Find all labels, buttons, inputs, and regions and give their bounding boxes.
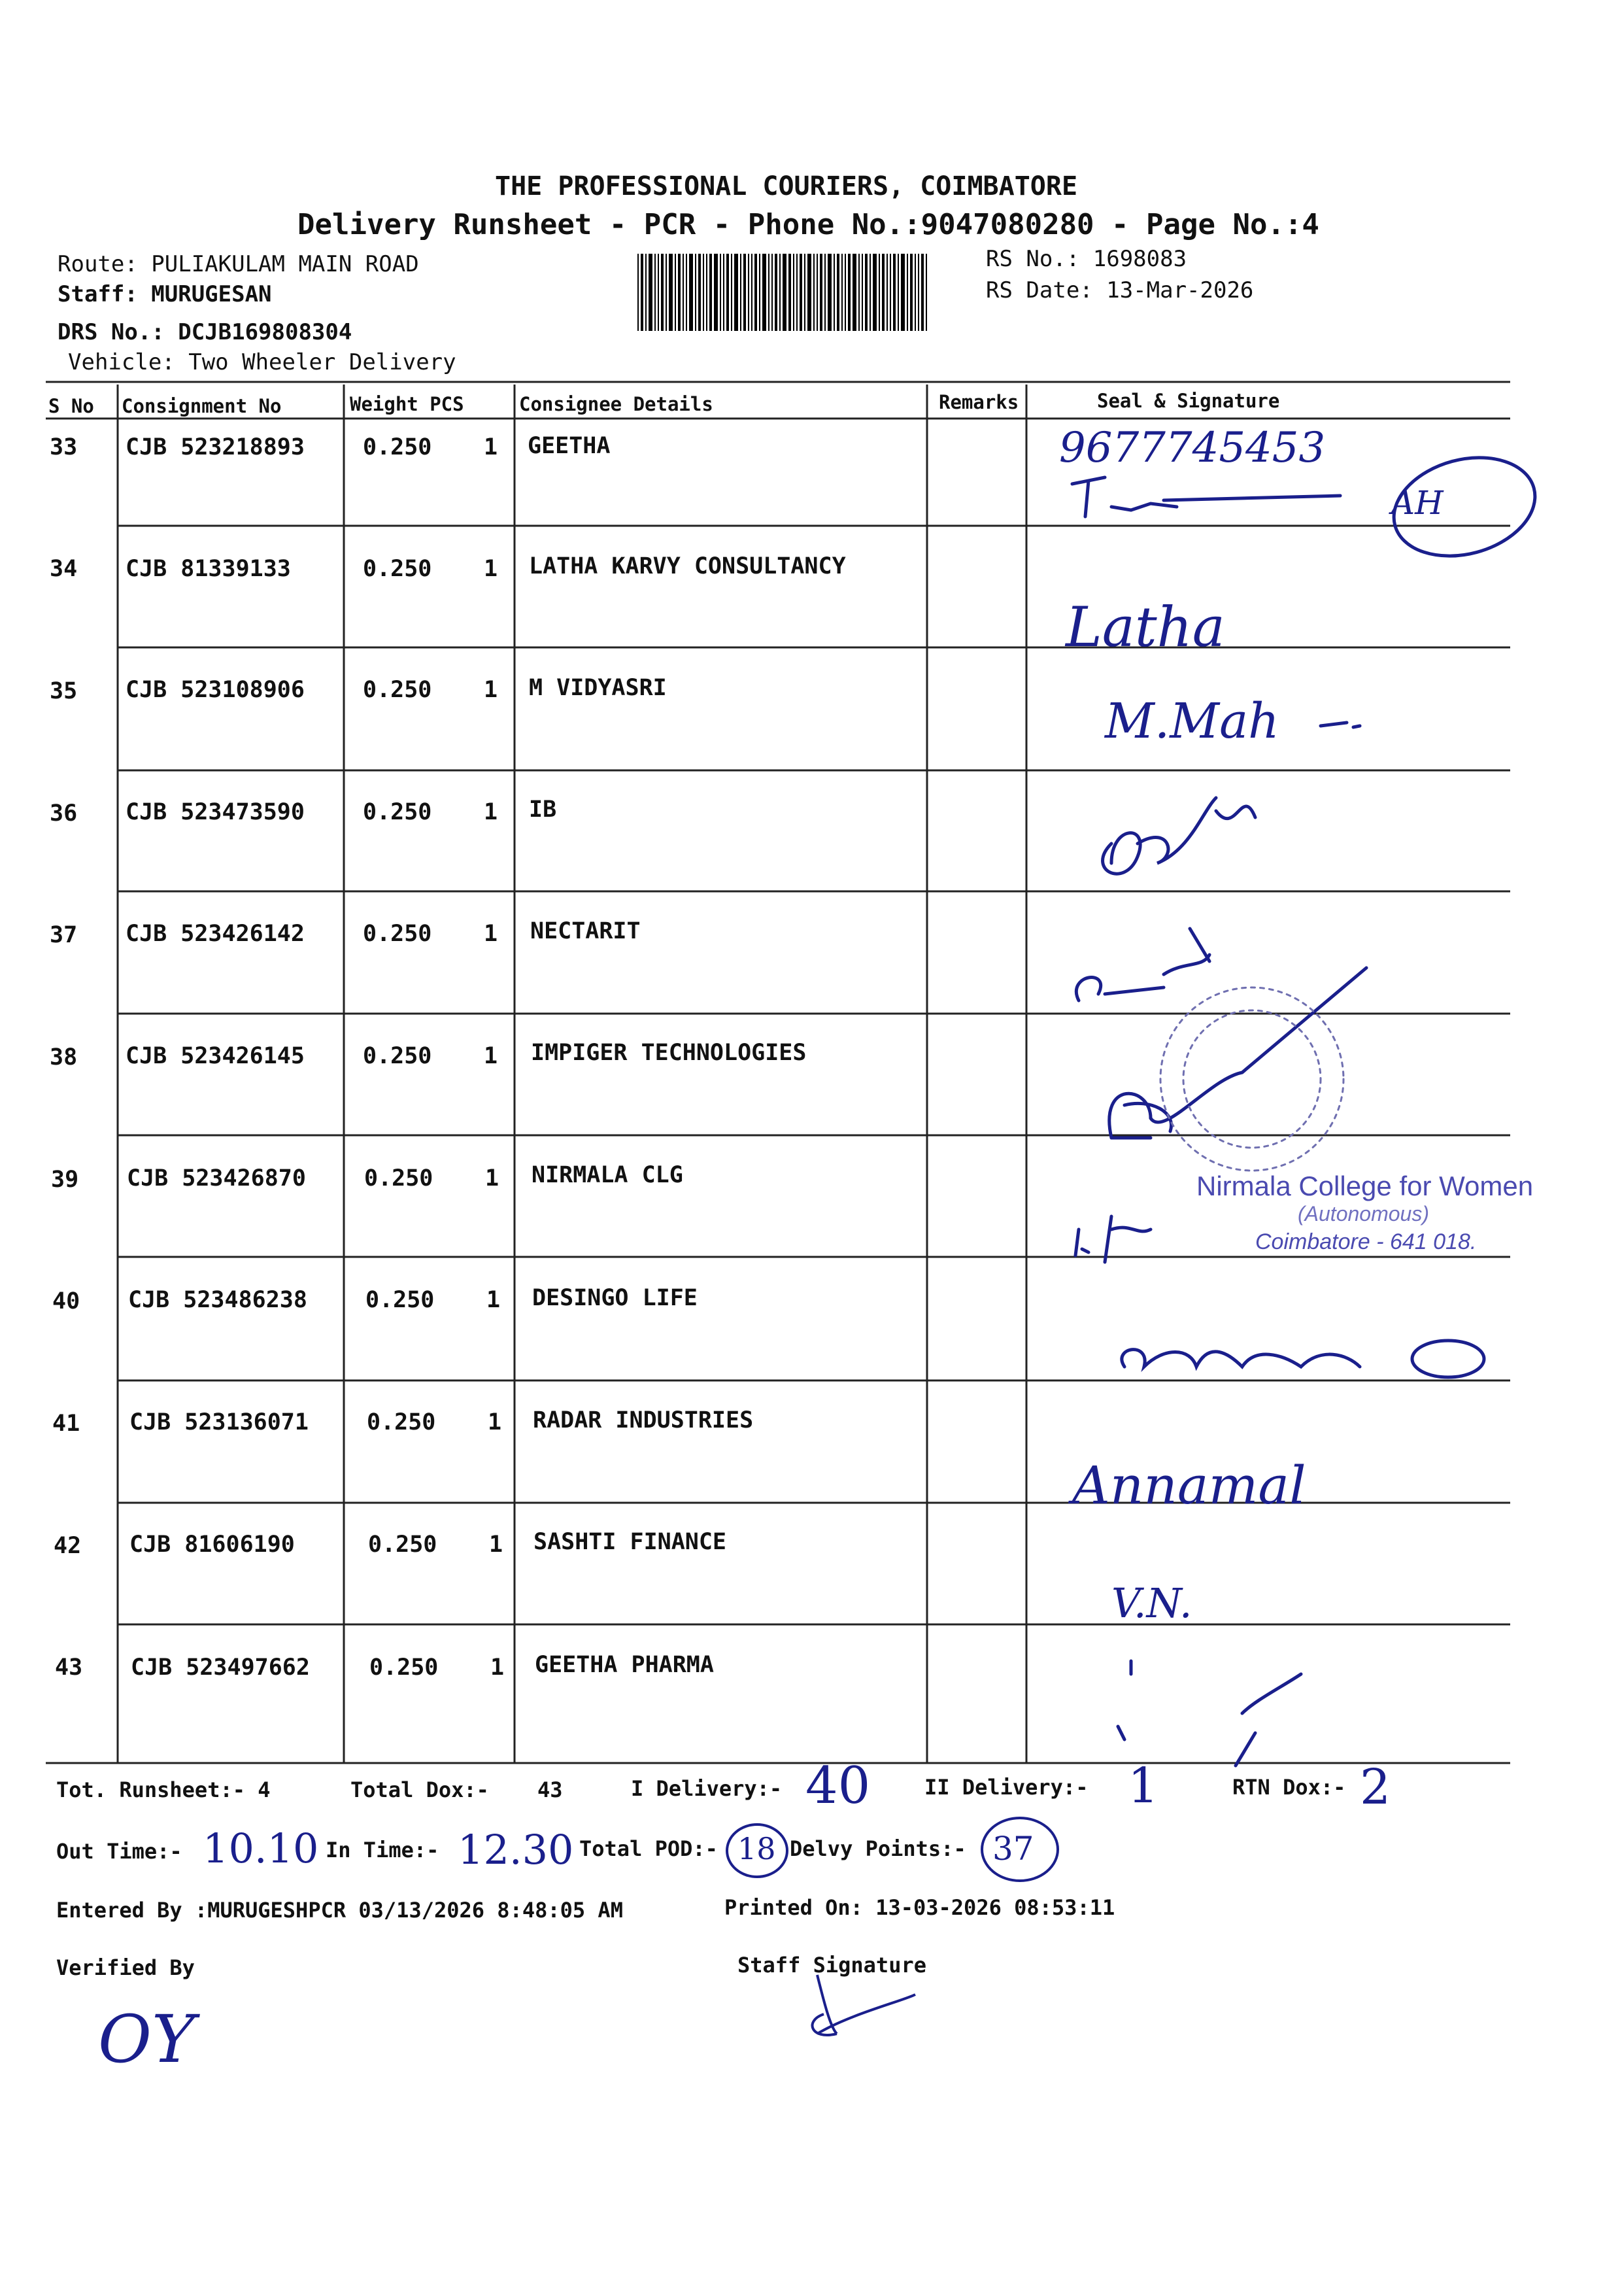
rs-number: RS No.: 1698083 [986,246,1187,272]
handwritten-mmah: M.Mah [1105,693,1279,749]
cell-pcs: 1 [489,1532,503,1558]
cell-weight: 0.250 [367,1409,436,1435]
cell-pcs: 1 [484,921,498,947]
rtn-dox-value: 2 [1360,1759,1391,1815]
cell-consignee: SASHTI FINANCE [533,1529,727,1555]
col-sno-header: S No [48,395,94,417]
rtn-dox-label: RTN Dox:- [1232,1775,1346,1800]
cell-sno: 34 [50,556,78,582]
cell-pcs: 1 [490,1654,505,1681]
cell-consignment: CJB 523136071 [129,1409,309,1435]
printed-on: Printed On: 13-03-2026 08:53:11 [724,1895,1115,1920]
total-pod-label: Total POD:- [579,1836,718,1861]
cell-weight: 0.250 [363,434,432,460]
cell-consignment: CJB 523218893 [126,434,305,460]
cell-consignee: NIRMALA CLG [532,1162,683,1188]
cell-pcs: 1 [484,677,498,703]
col-remarks-header: Remarks [939,391,1019,413]
delvy-points-value: 37 [992,1830,1034,1868]
cell-weight: 0.250 [369,1654,439,1681]
cell-pcs: 1 [484,1043,498,1069]
cell-consignment: CJB 523426870 [127,1165,306,1191]
staff-label: Staff: MURUGESAN [58,281,272,307]
cell-weight: 0.250 [365,1287,435,1313]
cell-pcs: 1 [485,1165,499,1191]
handwritten-latha: Latha [1066,595,1225,659]
col-weight-pcs-header: Weight PCS [350,393,464,415]
cell-consignee: LATHA KARVY CONSULTANCY [529,553,846,579]
cell-pcs: 1 [488,1409,502,1435]
col-consignee-header: Consignee Details [519,393,713,415]
col-seal-header: Seal & Signature [1097,390,1280,412]
cell-weight: 0.250 [363,1043,432,1069]
out-time-label: Out Time:- [56,1839,182,1864]
cell-consignment: CJB 523473590 [126,799,305,825]
verified-initials: OY [98,2001,195,2078]
total-dox-label: Total Dox:- [350,1777,489,1802]
cell-consignee: IMPIGER TECHNOLOGIES [531,1040,807,1066]
ii-delivery-label: II Delivery:- [924,1775,1089,1800]
cell-sno: 37 [50,922,78,948]
vehicle-label: Vehicle: Two Wheeler Delivery [68,349,456,375]
i-delivery-value: 40 [805,1756,871,1815]
cell-pcs: 1 [484,799,498,825]
cell-weight: 0.250 [368,1532,437,1558]
cell-weight: 0.250 [363,921,432,947]
company-title: THE PROFESSIONAL COURIERS, COIMBATORE [495,171,1078,201]
total-dox-value: 43 [537,1777,563,1802]
cell-sno: 39 [51,1167,79,1193]
cell-weight: 0.250 [363,677,432,703]
total-pod-value: 18 [737,1831,776,1866]
cell-sno: 43 [55,1654,83,1681]
cell-consignee: RADAR INDUSTRIES [533,1407,754,1433]
delvy-points-label: Delvy Points:- [790,1836,966,1861]
cell-weight: 0.250 [363,556,432,582]
cell-consignment: CJB 81606190 [129,1532,295,1558]
cell-sno: 38 [50,1044,78,1071]
cell-consignment: CJB 523426142 [126,921,305,947]
handwritten-vn: V.N. [1111,1579,1192,1627]
in-time-value: 12.30 [458,1826,574,1874]
cell-pcs: 1 [484,556,498,582]
cell-consignment: CJB 523426145 [126,1043,305,1069]
cell-pcs: 1 [486,1287,501,1313]
route-label: Route: PULIAKULAM MAIN ROAD [58,251,419,277]
drs-number: DRS No.: DCJB169808304 [58,319,352,345]
entered-by: Entered By :MURUGESHPCR 03/13/2026 8:48:05 AM [56,1898,623,1923]
handwritten-ah: AH [1391,484,1444,522]
cell-consignee: M VIDYASRI [529,675,667,701]
handwritten-phone: 9677745453 [1059,424,1326,472]
i-delivery-label: I Delivery:- [631,1776,783,1801]
cell-sno: 42 [54,1533,82,1559]
col-consignment-header: Consignment No [122,395,282,417]
cell-weight: 0.250 [364,1165,433,1191]
stamp-line1: Nirmala College for Women [1196,1171,1534,1201]
cell-sno: 40 [52,1288,80,1314]
staff-signature-label: Staff Signature [737,1953,926,1978]
cell-consignment: CJB 81339133 [126,556,291,582]
cell-sno: 35 [50,678,78,704]
cell-sno: 33 [50,434,78,460]
cell-consignee: GEETHA [528,433,611,459]
cell-consignment: CJB 523108906 [126,677,305,703]
cell-consignee: IB [529,797,557,823]
cell-consignment: CJB 523497662 [131,1654,310,1681]
cell-sno: 36 [50,800,78,827]
cell-consignment: CJB 523486238 [128,1287,307,1313]
handwritten-annamal: Annamal [1072,1455,1306,1516]
out-time-value: 10.10 [203,1825,319,1872]
rs-date: RS Date: 13-Mar-2026 [986,277,1254,303]
verified-by-label: Verified By [56,1955,195,1980]
cell-consignee: NECTARIT [530,918,641,944]
stamp-line2: (Autonomous) [1298,1202,1429,1225]
cell-weight: 0.250 [363,799,432,825]
cell-pcs: 1 [484,434,498,460]
cell-sno: 41 [52,1411,80,1437]
cell-consignee: DESINGO LIFE [532,1285,698,1311]
ii-delivery-value: 1 [1128,1758,1159,1814]
cell-consignee: GEETHA PHARMA [535,1652,714,1678]
tot-runsheet: Tot. Runsheet:- 4 [56,1777,271,1802]
in-time-label: In Time:- [326,1838,439,1862]
stamp-line3: Coimbatore - 641 018. [1255,1229,1477,1254]
runsheet-subtitle: Delivery Runsheet - PCR - Phone No.:9047080280 - Page No.:4 [297,208,1319,241]
